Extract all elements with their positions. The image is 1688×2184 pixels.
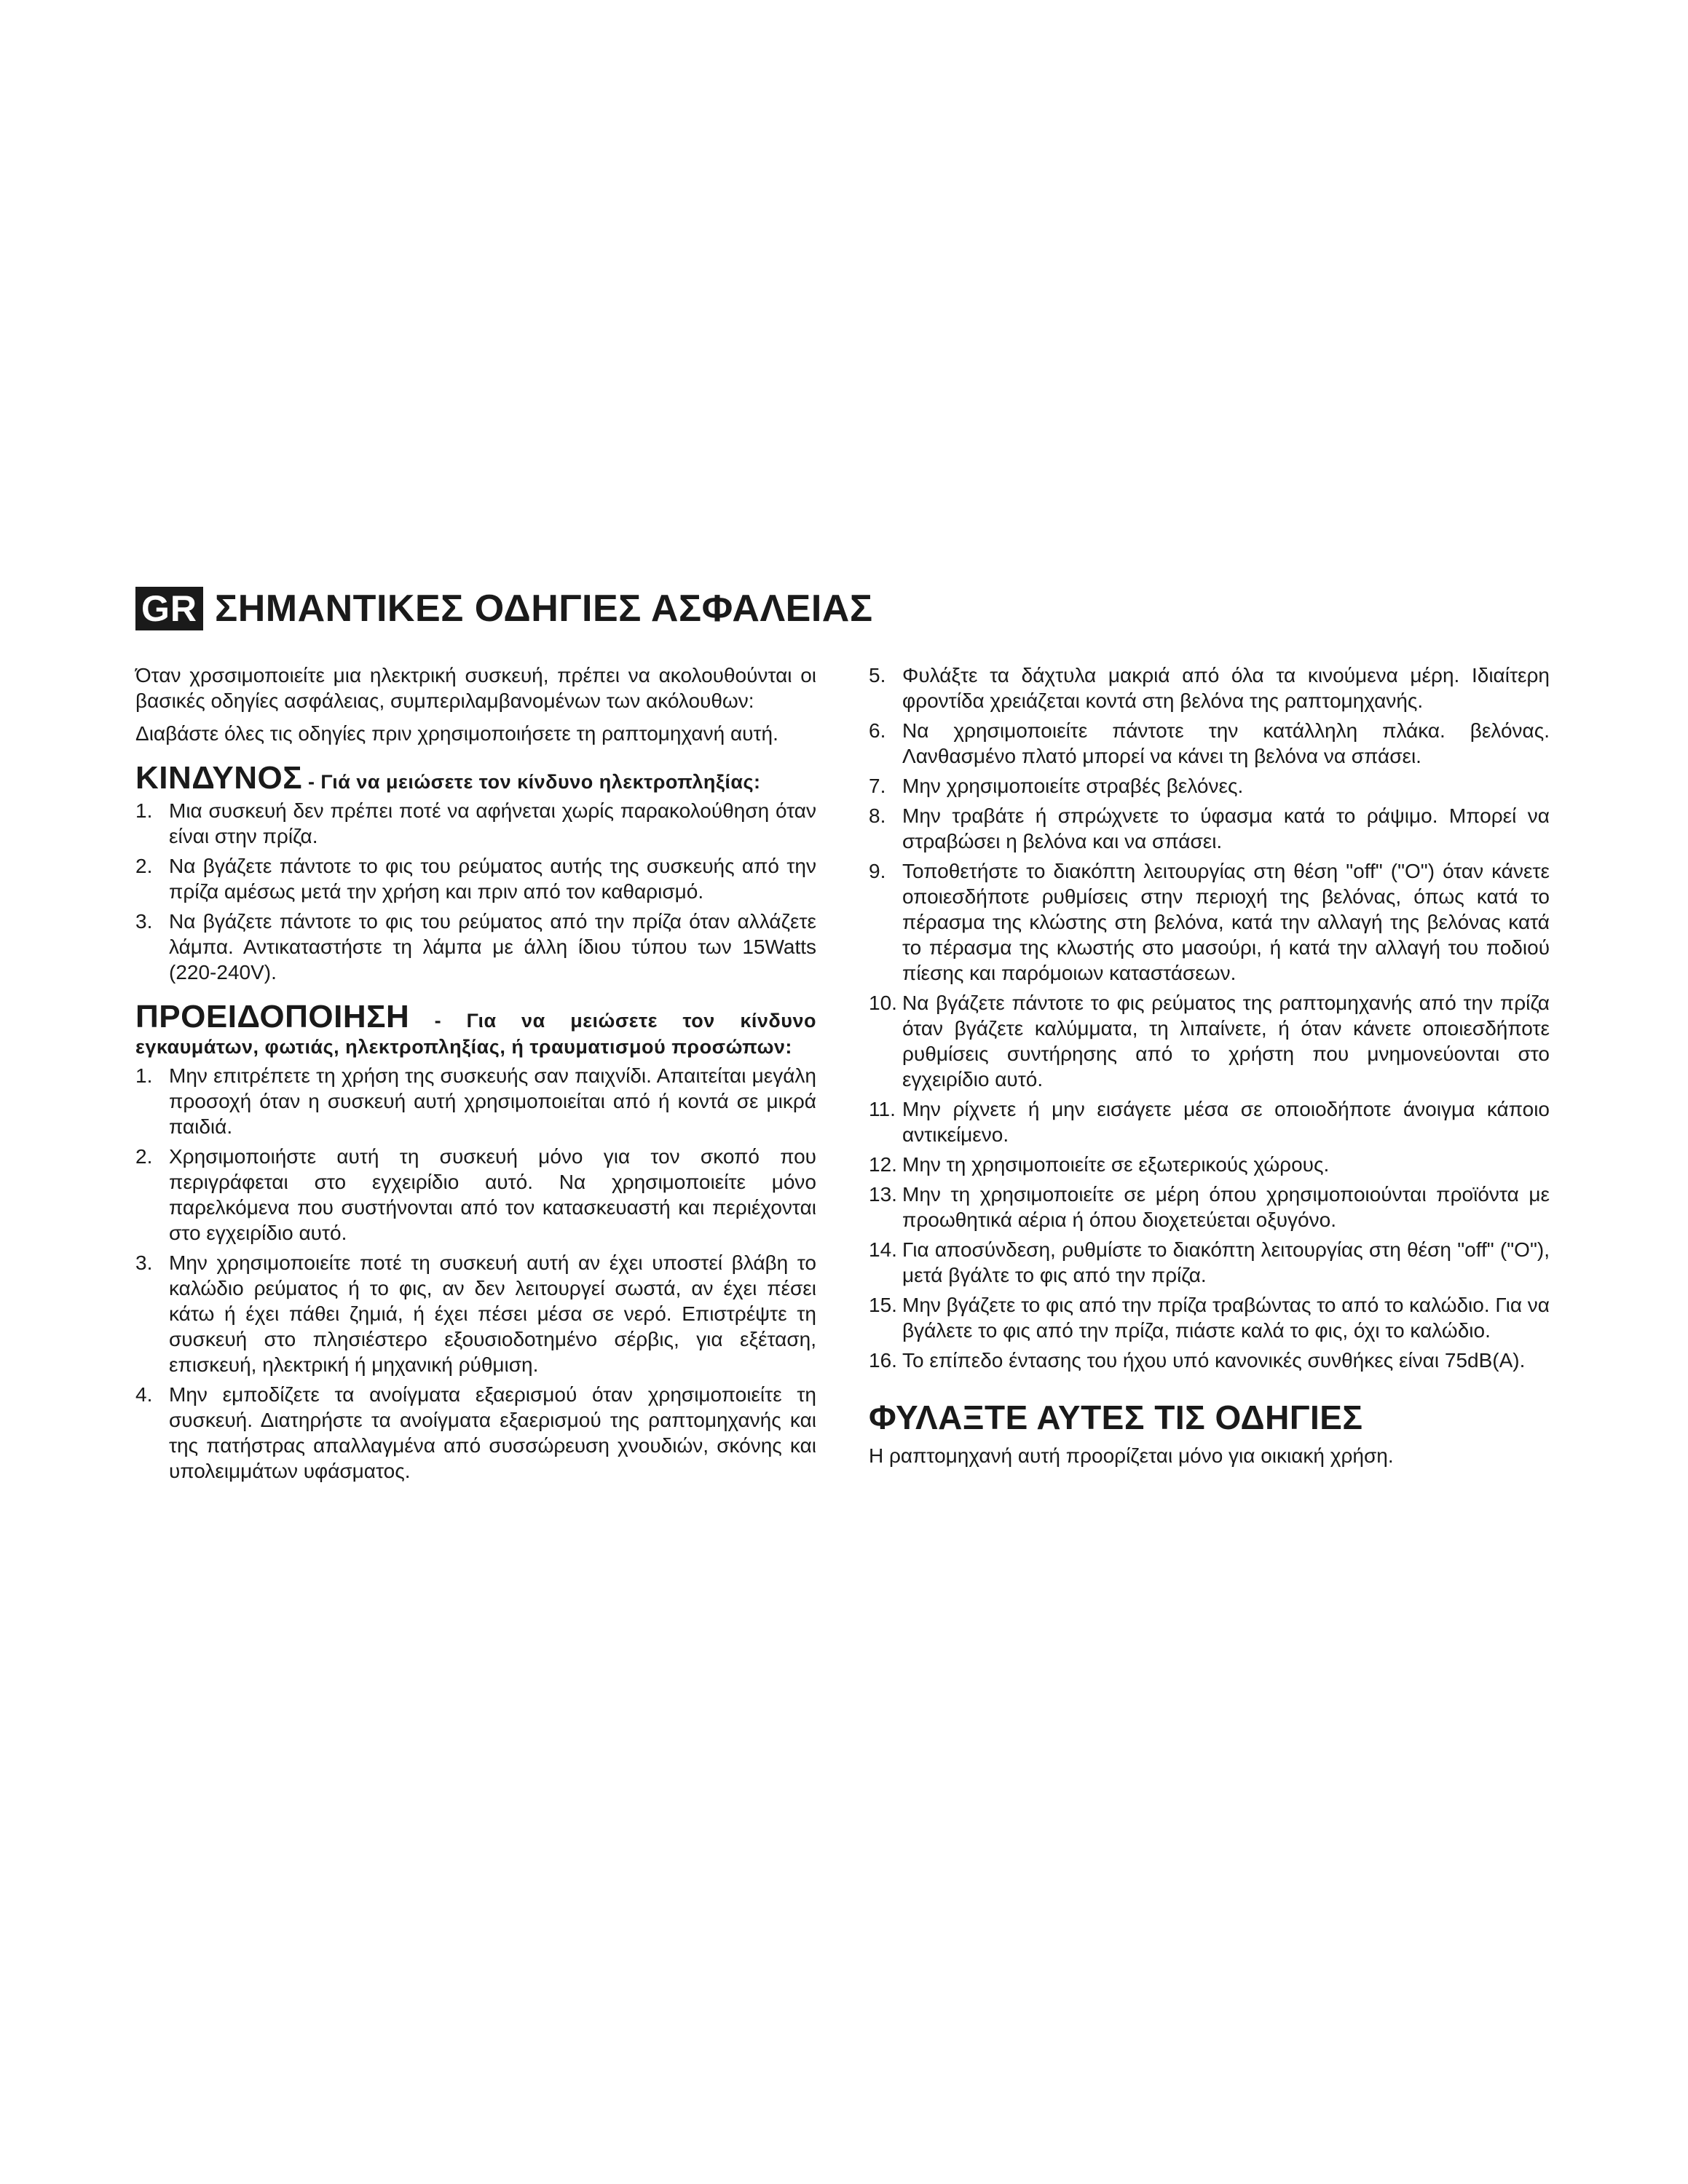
- item-text: Φυλάξτε τα δάχτυλα μακριά από όλα τα κινούμενα μέρη. Ιδιαίτερη φροντίδα χρειάζεται κοντά στη βελόνα της ραπτομηχανής.: [902, 664, 1550, 712]
- item-text: Μην επιτρέπετε τη χρήση της συσκευής σαν παιχνίδι. Απαιτείται μεγάλη προσοχή όταν η συσκευή αυτή χρησιμοποιείται από ή κοντά σε μικρά παιδιά.: [169, 1064, 816, 1138]
- item-number: 8.: [869, 804, 886, 827]
- page-title: ΣΗΜΑΝΤΙΚΕΣ ΟΔΗΓΙΕΣ ΑΣΦΑΛΕΙΑΣ: [215, 587, 873, 630]
- item-text: Μην τη χρησιμοποιείτε σε εξωτερικούς χώρους.: [902, 1153, 1330, 1176]
- item-number: 3.: [135, 1251, 153, 1274]
- item-text: Μην χρησιμοποιείτε ποτέ τη συσκευή αυτή αν έχει υποστεί βλάβη το καλώδιο ρεύματος ή το φις, αν δεν λειτουργεί σωστά, αν έχει πέσει κάτω ή έχει πάθει ζημιά, ή έχει πέσει μέσα σε νερό. Επιστρέψτε τη συσκευή στο πλησιέστερο εξουσιοδοτημένο σέρβις, για εξέταση, επισκευή, ηλεκτρική ή μηχανική ρύθμιση.: [169, 1251, 816, 1376]
- list-item: [135, 1063, 816, 1139]
- list-item: [135, 1250, 816, 1377]
- item-number: 11.: [869, 1098, 896, 1120]
- closing-title: ΦΥΛΑΞΤΕ ΑΥΤΕΣ ΤΙΣ ΟΔΗΓΙΕΣ: [869, 1398, 1363, 1436]
- item-text: Να χρησιμοποιείτε πάντοτε την κατάλληλη πλάκα. βελόνας. Λανθασμένο πλατό μπορεί να κάνει τη βελόνα να σπάσει.: [902, 719, 1550, 767]
- list-item: [869, 1182, 1550, 1233]
- list-item: [869, 1237, 1550, 1288]
- item-text: Μην τη χρησιμοποιείτε σε μέρη όπου χρησιμοποιούνται προϊόντα με προωθητικά αέρια ή όπου διοχετεύεται οξυγόνο.: [902, 1183, 1550, 1231]
- list-item: [135, 853, 816, 904]
- item-text: Μην εμποδίζετε τα ανοίγματα εξαερισμού όταν χρησιμοποιείτε τη συσκευή. Διατηρήστε τα ανοίγματα εξαερισμού της ραπτομηχανής και της πατήστρας απαλλαγμένα από συσσώρευση χνουδιών, σκόνης και υπολειμμάτων υφάσματος.: [169, 1383, 816, 1482]
- danger-list: [135, 798, 816, 985]
- list-item: [869, 1096, 1550, 1147]
- list-item: [869, 718, 1550, 769]
- item-number: 13.: [869, 1183, 897, 1206]
- item-text: Τοποθετήστε το διακόπτη λειτουργίας στη θέση "off" ("O") όταν κάνετε οποιεσδήποτε ρυθμίσεις στην περιοχή της βελόνας, όπως κατά το πέρασμα της κλώστης στη βελόνα, κατά την αλλαγή της βελόνας κατά το πέρασμα της κλωστής στο μασούρι, ή κατά την αλλαγή του ποδιού πίεσης και παρόμοιων καταστάσεων.: [902, 860, 1550, 984]
- item-number: 15.: [869, 1294, 897, 1316]
- danger-title: ΚΙΝΔΥΝΟΣ: [135, 760, 303, 796]
- item-text: Μην ρίχνετε ή μην εισάγετε μέσα σε οποιοδήποτε άνοιγμα κάποιο αντικείμενο.: [902, 1098, 1550, 1146]
- item-text: Να βγάζετε πάντοτε το φις του ρεύματος από την πρίζα όταν αλλάζετε λάμπα. Αντικαταστήστε τη λάμπα με άλλη ίδιου τύπου των 15Watts (220-240V).: [169, 910, 816, 984]
- item-number: 16.: [869, 1349, 897, 1372]
- warning-list-part2: [869, 662, 1550, 1373]
- language-badge: GR: [135, 587, 203, 630]
- document-header: [135, 587, 873, 630]
- item-text: Χρησιμοποιήστε αυτή τη συσκευή μόνο για τον σκοπό που περιγράφεται στο εγχειρίδιο αυτό. Να χρησιμοποιείτε μόνο παρελκόμενα που συστήνονται από τον κατασκευαστή και περιέχονται στο εγχειρίδιο αυτό.: [169, 1145, 816, 1244]
- list-item: [869, 1152, 1550, 1177]
- warning-subtitle: - Για να μειώσετε τον κίνδυνο εγκαυμάτων, φωτιάς, ηλεκτροπληξίας, ή τραυματισμού προσώπων:: [135, 1010, 816, 1058]
- danger-heading: [135, 760, 816, 796]
- item-number: 6.: [869, 719, 886, 742]
- warning-list-part1: [135, 1063, 816, 1484]
- danger-subtitle: - Γιά να μειώσετε τον κίνδυνο ηλεκτροπληξίας:: [307, 771, 761, 793]
- list-item: [135, 798, 816, 849]
- item-text: Μην χρησιμοποιείτε στραβές βελόνες.: [902, 775, 1244, 797]
- warning-heading: [135, 999, 816, 1060]
- item-number: 4.: [135, 1383, 153, 1406]
- item-text: Να βγάζετε πάντοτε το φις ρεύματος της ραπτομηχανής από την πρίζα όταν βγάζετε καλύμματα, τη λιπαίνετε, ή όταν κάνετε οποιεσδήποτε ρυθμίσεις συντήρησης από το χρήστη που μνημονεύονται στο εγχειρίδιο αυτό.: [902, 992, 1550, 1091]
- item-number: 14.: [869, 1238, 897, 1261]
- item-text: Μια συσκευή δεν πρέπει ποτέ να αφήνεται χωρίς παρακολούθηση όταν είναι στην πρίζα.: [169, 799, 816, 847]
- list-item: [869, 1348, 1550, 1373]
- left-column: [135, 662, 816, 1488]
- item-number: 1.: [135, 799, 153, 822]
- closing-note: Η ραπτομηχανή αυτή προορίζεται μόνο για οικιακή χρήση.: [869, 1444, 1394, 1467]
- list-item: [135, 1382, 816, 1484]
- list-item: [135, 1144, 816, 1246]
- intro-paragraph: Όταν χρσσιμοποιείτε μια ηλεκτρική συσκευή, πρέπει να ακολουθούνται οι βασικές οδηγίες ασφάλειας, συμπεριλαμβανομένων των ακόλουθων:: [135, 664, 816, 712]
- item-number: 2.: [135, 1145, 153, 1168]
- list-item: [869, 803, 1550, 854]
- item-text: Μην τραβάτε ή σπρώχνετε το ύφασμα κατά το ράψιμο. Μπορεί να στραβώσει η βελόνα και να σπάσει.: [902, 804, 1550, 852]
- list-item: [869, 773, 1550, 799]
- list-item: [135, 909, 816, 985]
- intro-paragraph: Διαβάστε όλες τις οδηγίες πριν χρησιμοποιήσετε τη ραπτομηχανή αυτή.: [135, 722, 778, 745]
- item-number: 2.: [135, 855, 153, 877]
- warning-title: ΠΡΟΕΙΔΟΠΟΙΗΣΗ: [135, 999, 410, 1034]
- list-item: [869, 858, 1550, 986]
- item-number: 12.: [869, 1153, 897, 1176]
- list-item: [869, 1292, 1550, 1343]
- item-number: 3.: [135, 910, 153, 933]
- item-text: Να βγάζετε πάντοτε το φις του ρεύματος αυτής της συσκευής από την πρίζα αμέσως μετά την χρήση και πριν από τον καθαρισμό.: [169, 855, 816, 903]
- right-column: [869, 662, 1550, 1468]
- item-text: Το επίπεδο έντασης του ήχου υπό κανονικές συνθήκες είναι 75dB(A).: [902, 1349, 1526, 1372]
- list-item: [869, 990, 1550, 1092]
- item-number: 9.: [869, 860, 886, 882]
- item-text: Μην βγάζετε το φις από την πρίζα τραβώντας το από το καλώδιο. Για να βγάλετε το φις από την πρίζα, πιάστε καλά το φις, όχι το καλώδιο.: [902, 1294, 1550, 1342]
- item-text: Για αποσύνδεση, ρυθμίστε το διακόπτη λειτουργίας στη θέση "off" ("O"), μετά βγάλτε το φις από την πρίζα.: [902, 1238, 1550, 1286]
- list-item: [869, 662, 1550, 713]
- item-number: 5.: [869, 664, 886, 687]
- item-number: 10.: [869, 992, 897, 1014]
- item-number: 1.: [135, 1064, 153, 1087]
- item-number: 7.: [869, 775, 886, 797]
